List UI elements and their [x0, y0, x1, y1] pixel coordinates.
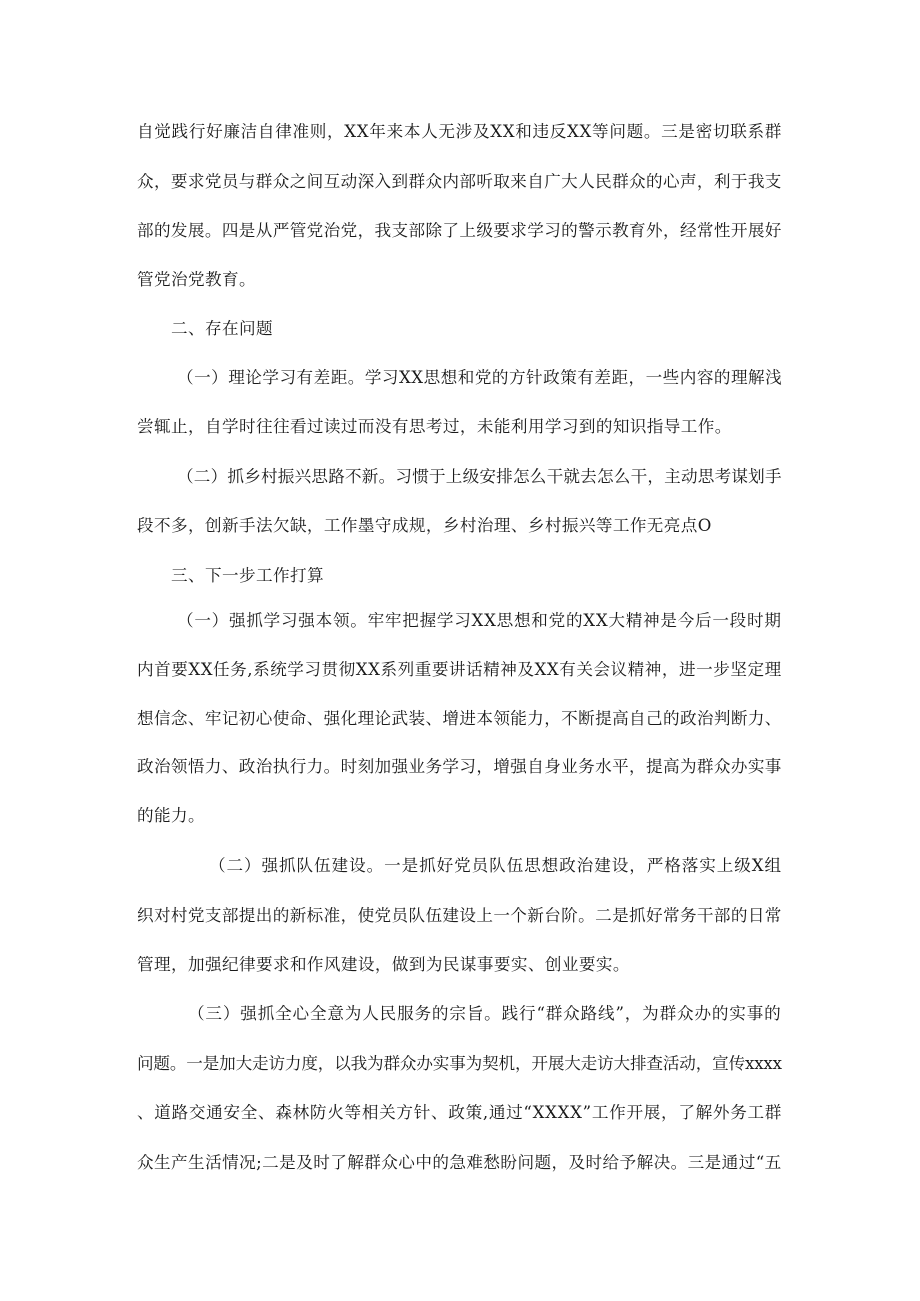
paragraph-line: 尝辄止，自学时往往看过读过而没有思考过，未能利用学习到的知识指导工作。 — [137, 417, 732, 436]
paragraph-line: 想信念、牢记初心使命、强化理论武装、增进本领能力，不断提高自己的政治判断力、 — [137, 709, 782, 728]
paragraph-line: 众生产生活情况;二是及时了解群众心中的急难愁盼问题，及时给予解决。三是通过“五 — [137, 1153, 782, 1172]
paragraph-line: 政治领悟力、政治执行力。时刻加强业务学习，增强自身业务水平，提高为群众办实事 — [137, 757, 782, 776]
paragraph-line: （一）强抓学习强本领。牢牢把握学习XX思想和党的XX大精神是今后一段时期 — [177, 611, 782, 630]
paragraph-line: 织对村党支部提出的新标准，使党员队伍建设上一个新台阶。二是抓好常务干部的日常 — [137, 906, 782, 925]
paragraph-line: 众，要求党员与群众之间互动深入到群众内部听取来自广大人民群众的心声，利于我支 — [137, 172, 782, 191]
paragraph-line: 段不多，创新手法欠缺，工作墨守成规，乡村治理、乡村振兴等工作无亮点O — [137, 516, 712, 535]
paragraph-line: （一）理论学习有差距。学习XX思想和党的方针政策有差距，一些内容的理解浅 — [177, 368, 783, 387]
paragraph-line: （二）强抓队伍建设。一是抓好党员队伍思想政治建设，严格落实上级X组 — [209, 856, 783, 875]
section-heading: 二、存在问题 — [171, 319, 273, 338]
paragraph-line: 问题。一是加大走访力度，以我为群众办实事为契机，开展大走访大排查活动，宣传xxxx — [137, 1054, 782, 1073]
paragraph-line: （二）抓乡村振兴思路不新。习惯于上级安排怎么干就去怎么干，主动思考谋划手 — [177, 467, 782, 486]
paragraph-line: 自觉践行好廉洁自律准则，XX年来本人无涉及XX和违反XX等问题。三是密切联系群 — [137, 122, 783, 141]
paragraph-line: （三）强抓全心全意为人民服务的宗旨。践行“群众路线”，为群众办的实事的 — [188, 1004, 782, 1023]
paragraph-line: 内首要XX任务,系统学习贯彻XX系列重要讲话精神及XX有关会议精神，进一步坚定理 — [137, 660, 782, 679]
paragraph-line: 、道路交通安全、森林防火等相关方针、政策,通过“XXXX”工作开展，了解外务工群 — [137, 1103, 783, 1122]
paragraph-line: 部的发展。四是从严管党治党，我支部除了上级要求学习的警示教育外，经常性开展好 — [137, 221, 782, 240]
paragraph-line: 的能力。 — [137, 806, 205, 825]
paragraph-line: 管党治党教育。 — [137, 270, 256, 289]
section-heading: 三、下一步工作打算 — [171, 566, 324, 585]
paragraph-line: 管理，加强纪律要求和作风建设，做到为民谋事要实、创业要实。 — [137, 955, 630, 974]
